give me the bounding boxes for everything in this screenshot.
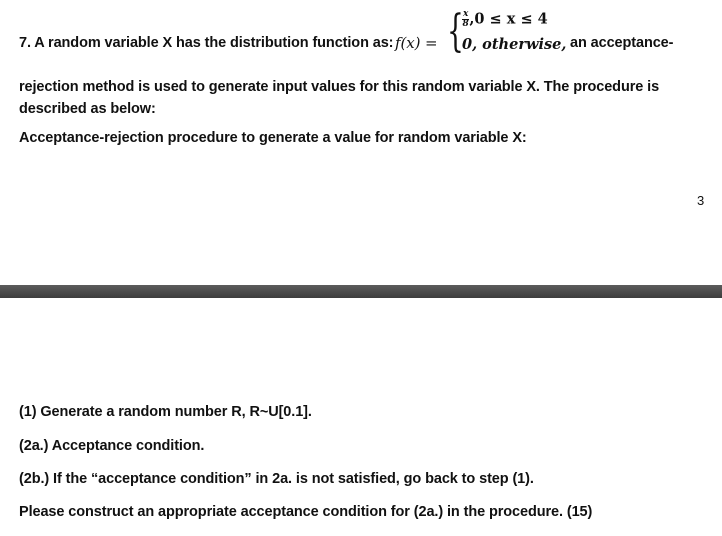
page-number: 3 xyxy=(697,193,705,208)
procedure-heading: Acceptance-rejection procedure to generate a value for random variable X: xyxy=(19,130,527,146)
function-label: f(x) = xyxy=(395,34,438,52)
document-page-bottom xyxy=(0,298,722,536)
step-2a: (2a.) Acceptance condition. xyxy=(19,438,205,454)
page-break-separator xyxy=(0,285,722,298)
step-2b: (2b.) If the “acceptance condition” in 2a. is not satisfied, go back to step (1). xyxy=(19,471,534,487)
procedure-description: rejection method is used to generate input values for this random variable X. The procedure is described as below: xyxy=(19,79,660,117)
piecewise-brace: { xyxy=(447,6,464,57)
question-intro: 7. A random variable X has the distribution function as: xyxy=(19,35,394,51)
step-1: (1) Generate a random number R, R~U[0.1]. xyxy=(19,404,312,420)
case-1-condition: ,0 ≤ x ≤ 4 xyxy=(469,10,548,28)
instruction: Please construct an appropriate acceptance condition for (2a.) in the procedure. (15) xyxy=(19,504,593,520)
fraction-numerator: x xyxy=(463,9,469,19)
after-formula-text: an acceptance- xyxy=(570,35,674,51)
fraction-denominator: 8 xyxy=(462,19,469,29)
piecewise-case-2: 0, otherwise, xyxy=(462,36,567,53)
piecewise-case-1 xyxy=(462,10,548,29)
